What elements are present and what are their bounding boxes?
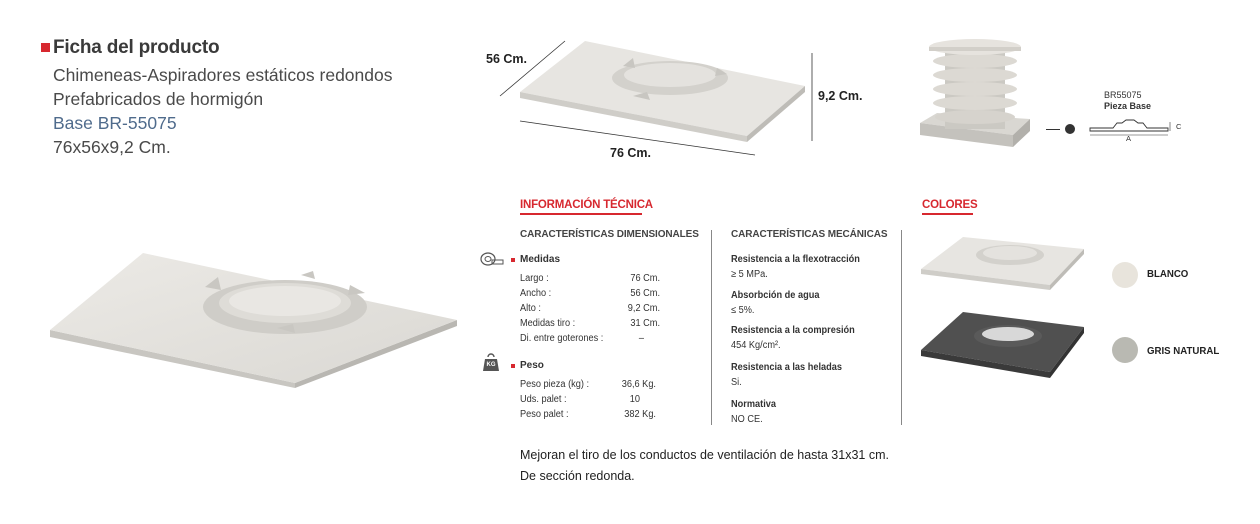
product-material: Prefabricados de hormigón <box>53 89 264 109</box>
column-divider-1 <box>711 230 712 425</box>
medida-key-3: Medidas tiro : <box>520 318 576 329</box>
chimney-assembly-photo <box>915 35 1040 150</box>
medida-value-0: 76 Cm. <box>630 273 660 284</box>
column-divider-2 <box>901 230 902 425</box>
peso-key-2: Peso palet : <box>520 409 569 420</box>
color-sample-white <box>918 232 1088 292</box>
peso-title: Peso <box>520 360 544 371</box>
swatch-gris-natural[interactable] <box>1112 337 1138 363</box>
mech-key-0: Resistencia a la flexotracción <box>731 254 860 265</box>
colors-section-underline <box>922 213 973 215</box>
schematic-code: BR55075 <box>1104 90 1142 100</box>
color-name-blanco: BLANCO <box>1147 268 1189 280</box>
peso-value-1: 10 <box>629 394 640 405</box>
tech-section-title: INFORMACIÓN TÉCNICA <box>520 199 653 211</box>
depth-label: 56 Cm. <box>486 52 527 66</box>
medida-value-3: 31 Cm. <box>630 318 660 329</box>
mech-value-0: ≥ 5 MPa. <box>731 269 768 280</box>
peso-bullet-icon <box>511 364 515 368</box>
mech-value-4: NO CE. <box>731 414 763 425</box>
product-size: 76x56x9,2 Cm. <box>53 137 171 157</box>
tape-measure-icon <box>480 252 504 266</box>
medidas-title: Medidas <box>520 254 561 265</box>
description-line-2: De sección redonda. <box>520 469 635 483</box>
color-name-gris-natural: GRIS NATURAL <box>1147 345 1220 357</box>
connector-line <box>1046 129 1060 130</box>
peso-value-0: 36,6 Kg. <box>621 379 656 390</box>
mech-key-4: Normativa <box>731 399 776 410</box>
weight-icon-label: KG <box>486 362 496 368</box>
colors-section-title: COLORES <box>922 199 978 211</box>
mech-key-3: Resistencia a las heladas <box>731 362 842 373</box>
peso-key-0: Peso pieza (kg) : <box>520 379 590 390</box>
swatch-blanco[interactable] <box>1112 262 1138 288</box>
mech-key-2: Resistencia a la compresión <box>731 325 855 336</box>
peso-value-2: 382 Kg. <box>624 409 656 420</box>
mech-key-1: Absorbción de agua <box>731 290 820 301</box>
product-family: Chimeneas-Aspiradores estáticos redondos <box>53 65 393 85</box>
mech-value-3: Si. <box>731 377 742 388</box>
page-title: Ficha del producto <box>53 37 220 58</box>
dimension-diagram <box>495 28 835 178</box>
height-label: 9,2 Cm. <box>818 89 863 103</box>
dimensional-title: CARACTERÍSTICAS DIMENSIONALES <box>520 229 699 240</box>
title-bullet-icon <box>41 43 50 52</box>
medida-value-2: 9,2 Cm. <box>627 303 660 314</box>
medida-key-0: Largo : <box>520 273 549 284</box>
color-sample-grey <box>918 310 1088 382</box>
schematic-label-c: C <box>1176 122 1182 131</box>
product-photo <box>45 245 460 390</box>
schematic-label-a: A <box>1126 134 1132 143</box>
length-label: 76 Cm. <box>610 146 651 160</box>
mech-value-2: 454 Kg/cm². <box>731 340 781 351</box>
connector-dot-icon <box>1065 124 1075 134</box>
medida-value-4: – <box>638 333 644 344</box>
schematic-name: Pieza Base <box>1104 101 1152 111</box>
medida-key-4: Di. entre goterones : <box>520 333 604 344</box>
medida-key-2: Alto : <box>520 303 541 314</box>
mechanical-title: CARACTERÍSTICAS MECÁNICAS <box>731 229 888 240</box>
medida-value-1: 56 Cm. <box>630 288 660 299</box>
tech-section-underline <box>520 213 642 215</box>
product-model: Base BR-55075 <box>53 113 177 133</box>
description-line-1: Mejoran el tiro de los conductos de ventilación de hasta 31x31 cm. <box>520 448 889 462</box>
mech-value-1: ≤ 5%. <box>731 305 755 316</box>
peso-key-1: Uds. palet : <box>520 394 567 405</box>
medidas-bullet-icon <box>511 258 515 262</box>
medida-key-1: Ancho : <box>520 288 552 299</box>
